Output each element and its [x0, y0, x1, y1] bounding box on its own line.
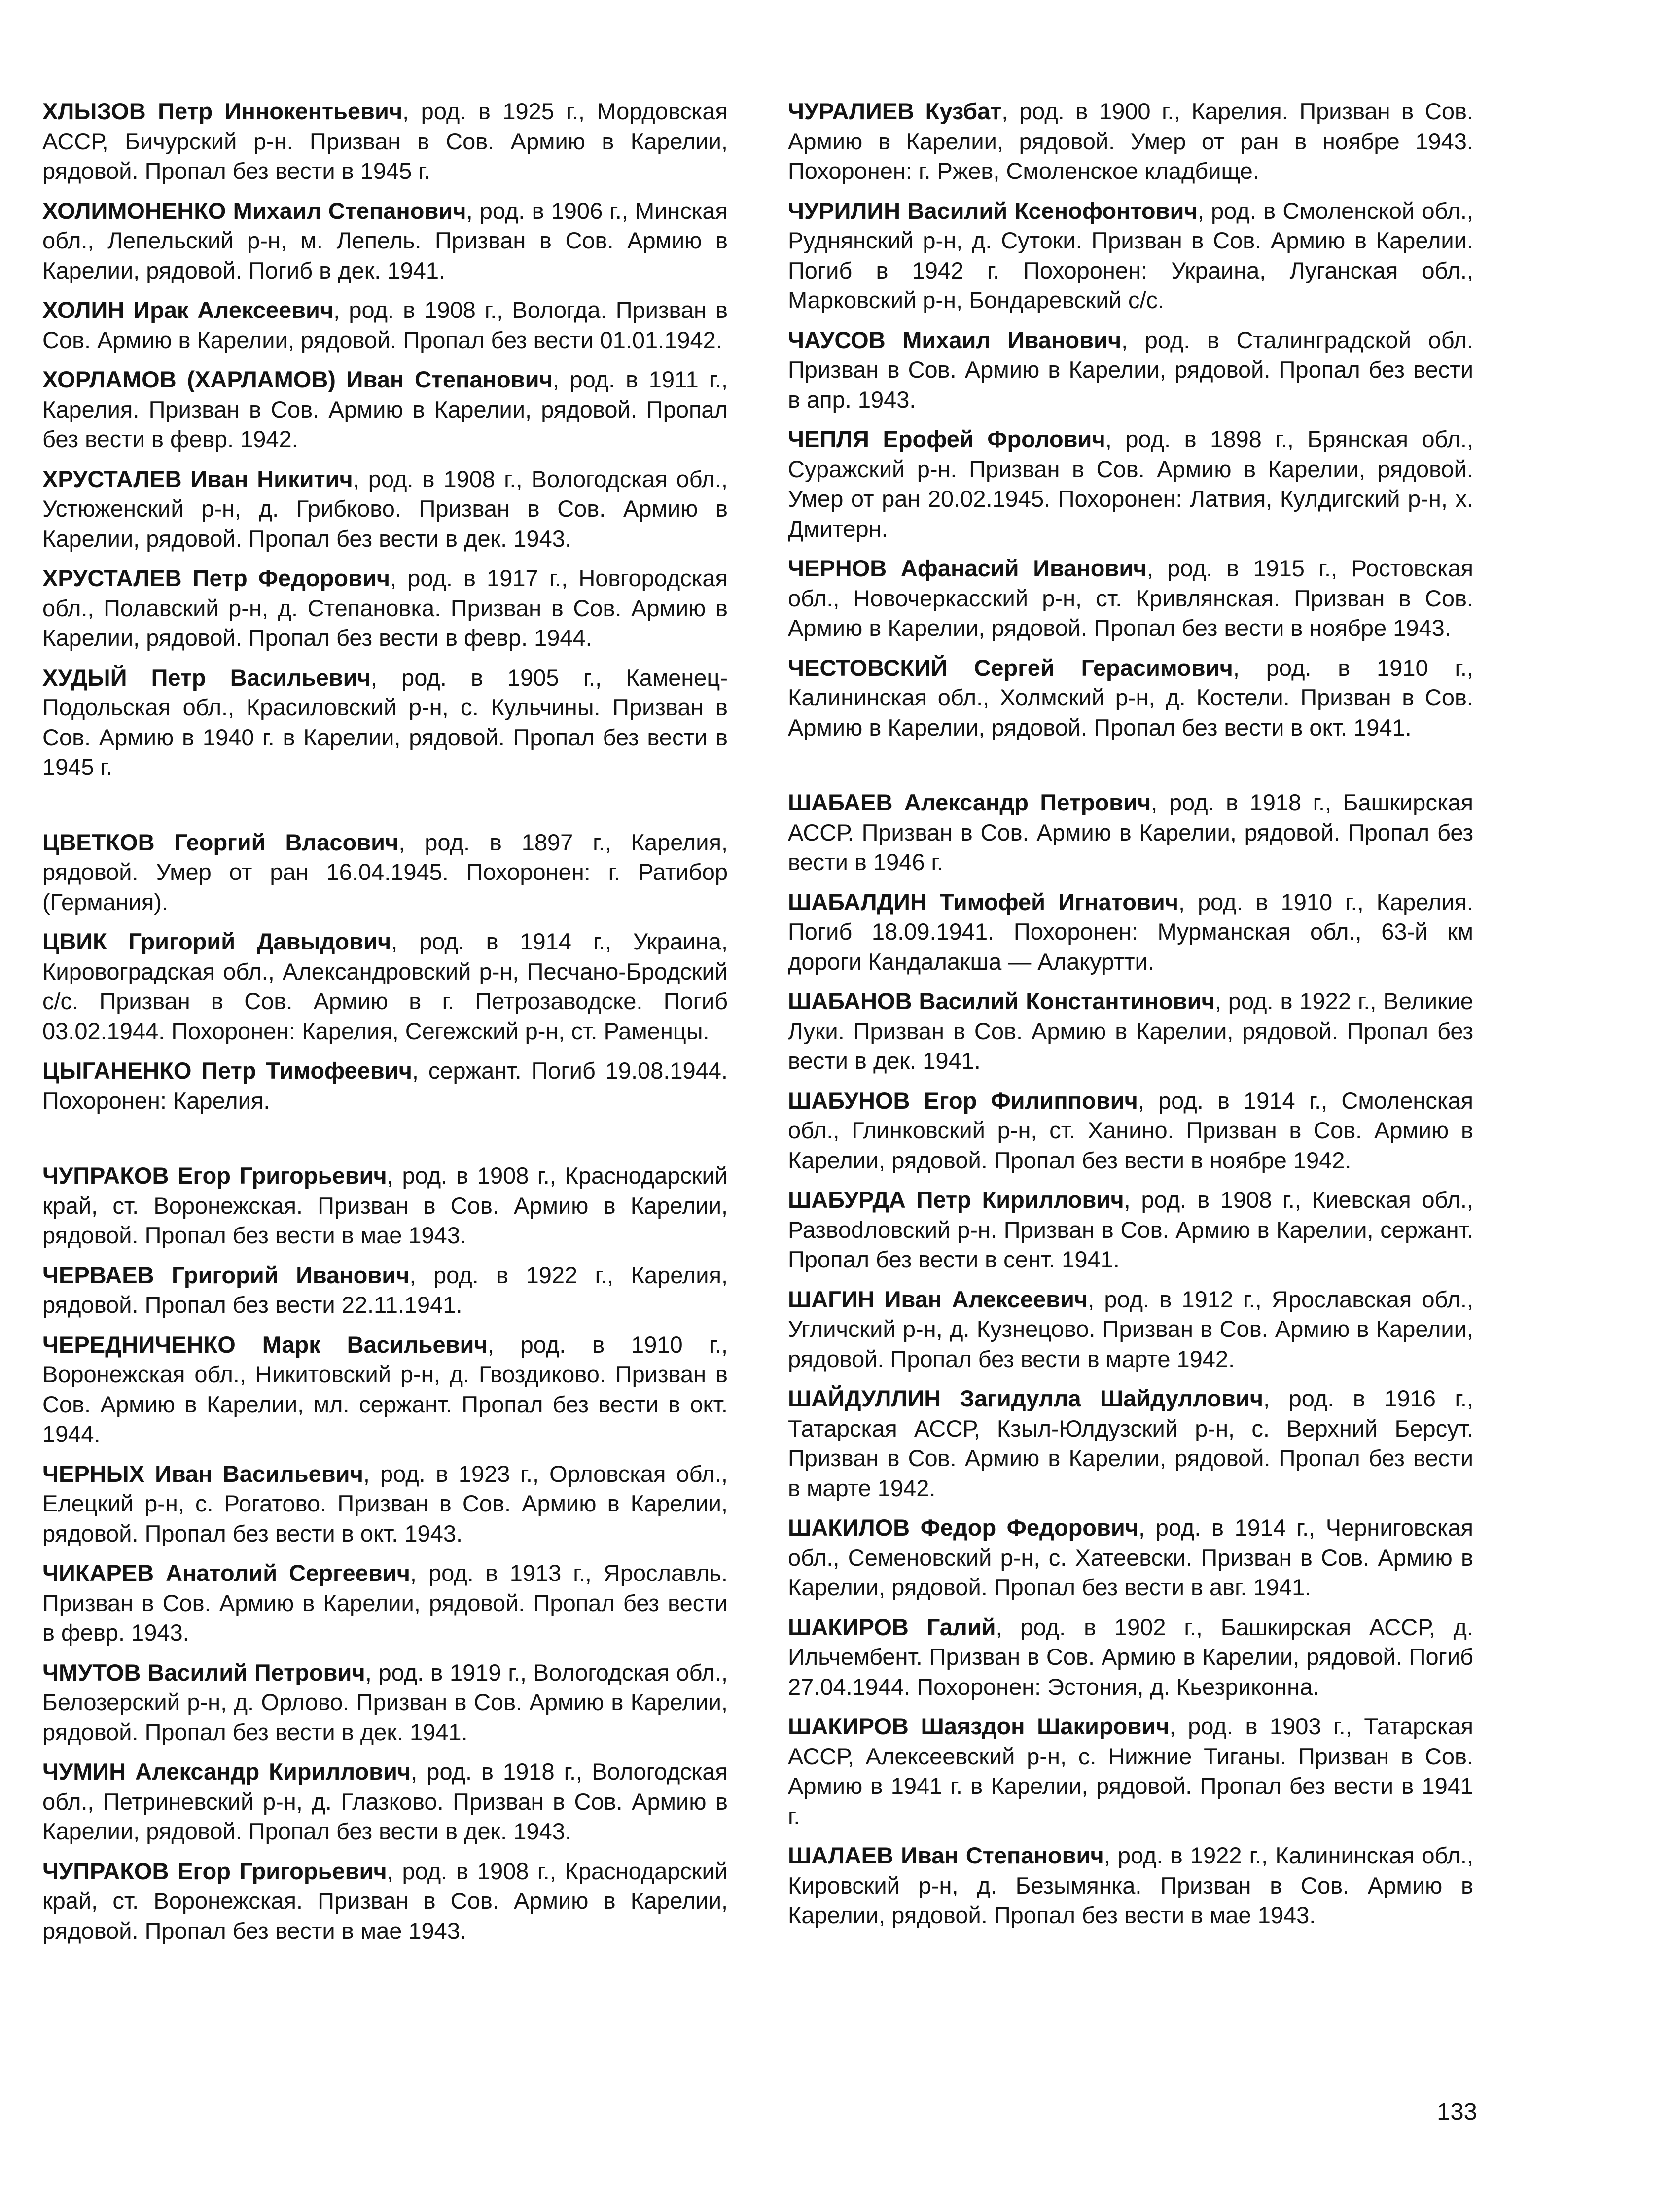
person-details: , род. в 1917 г., Новгородская обл., Полавский р-н, д. Степановка. Призван в Сов. Армию в Карелии, рядовой. Пропал без вести в февр. 1944.	[42, 565, 728, 651]
list-item	[788, 1613, 1473, 1702]
person-name: ЧУПРАКОВ Егор Григорьевич	[42, 1858, 387, 1884]
person-name: ЧЕРЕДНИЧЕНКО Марк Васильевич	[42, 1331, 488, 1358]
person-name: ШАГИН Иван Алексеевич	[788, 1286, 1088, 1312]
list-item	[788, 1185, 1473, 1275]
list-item	[788, 1086, 1473, 1176]
person-name: ШАКИРОВ Галий	[788, 1614, 996, 1640]
list-item	[788, 554, 1473, 643]
person-name: ЧЕПЛЯ Ерофей Фролович	[788, 426, 1105, 452]
person-name: ЧУПРАКОВ Егор Григорьевич	[42, 1162, 387, 1189]
person-name: ШАБУРДА Петр Кириллович	[788, 1187, 1124, 1213]
person-details: , род. в 1913 г., Ярославль. Призван в Сов. Армию в Карелии, рядовой. Пропал без вести в февр. 1943.	[42, 1560, 728, 1646]
person-details: , род. в 1911 г., Карелия. Призван в Сов. Армию в Карелии, рядовой. Пропал без вести в февр. 1942.	[42, 366, 728, 452]
list-item	[788, 1285, 1473, 1374]
person-details: , род. в 1914 г., Черниговская обл., Семеновский р-н, с. Хатеевски. Призван в Сов. Армию в Карелии, рядовой. Пропал без вести в авг. 1941.	[788, 1514, 1473, 1600]
list-item	[42, 1757, 728, 1847]
person-details: , род. в 1922 г., Калининская обл., Кировский р-н, д. Безымянка. Призван в Сов. Армию в Карелии, рядовой. Пропал без вести в мае 1943.	[788, 1842, 1474, 1928]
person-details: , род. в 1922 г., Великие Луки. Призван в Сов. Армию в Карелии, рядовой. Пропал без вести в дек. 1941.	[788, 988, 1473, 1074]
list-item	[42, 97, 728, 186]
person-name: ЧИКАРЕВ Анатолий Сергеевич	[42, 1560, 410, 1586]
person-details: , род. в 1903 г., Татарская АССР, Алексеевский р-н, с. Нижние Тиганы. Призван в Сов. Армию в 1941 г. в Карелии, рядовой. Пропал без вести в 1941 г.	[788, 1713, 1473, 1829]
list-item	[788, 424, 1473, 544]
person-details: , род. в 1918 г., Вологодская обл., Петриневский р-н, д. Глазково. Призван в Сов. Армию в Карелии, рядовой. Пропал без вести в дек. 1943.	[42, 1758, 728, 1844]
list-item	[42, 1558, 728, 1648]
person-name: ШАЙДУЛЛИН Загидулла Шайдуллович	[788, 1385, 1264, 1411]
person-name: ШАКИЛОВ Федор Федорович	[788, 1514, 1139, 1541]
list-item	[42, 1161, 728, 1251]
person-details: , род. в 1910 г., Карелия. Погиб 18.09.1941. Похоронен: Мурманская обл., 63-й км дороги Кандалакша — Алакуртти.	[788, 888, 1473, 975]
person-details: , род. в 1908 г., Вологда. Призван в Сов. Армию в Карелии, рядовой. Пропал без вести 01.01.1942.	[42, 297, 728, 353]
person-details: , род. в 1922 г., Карелия, рядовой. Пропал без вести 22.11.1941.	[42, 1262, 728, 1318]
person-name: ЦЫГАНЕНКО Петр Тимофеевич	[42, 1057, 412, 1084]
person-details: , род. в 1897 г., Карелия, рядовой. Умер от ран 16.04.1945. Похоронен: г. Ратибор (Германия).	[42, 829, 728, 915]
person-details: , род. в 1910 г., Воронежская обл., Никитовский р-н, д. Гвоздиково. Призван в Сов. Армию в Карелии, мл. сержант. Пропал без вести в окт. 1944.	[42, 1331, 728, 1447]
person-name: ЧЕРВАЕВ Григорий Иванович	[42, 1262, 410, 1288]
person-name: ХЛЫЗОВ Петр Иннокентьевич	[42, 98, 403, 124]
person-name: ХОЛИН Ирак Алексеевич	[42, 297, 334, 323]
list-item	[788, 97, 1473, 186]
person-details: , род. в 1908 г., Вологодская обл., Устюженский р-н, д. Грибково. Призван в Сов. Армию в Карелии, рядовой. Пропал без вести в дек. 1943.	[42, 465, 728, 552]
person-details: , род. в 1902 г., Башкирская АССР, д. Ильчембент. Призван в Сов. Армию в Карелии, рядовой. Погиб 27.04.1944. Похоронен: Эстония, д. Кьезриконна.	[788, 1614, 1473, 1700]
person-details: , род. в 1910 г., Калининская обл., Холмский р-н, д. Костели. Призван в Сов. Армию в Карелии, рядовой. Пропал без вести в окт. 1941.	[788, 654, 1473, 740]
person-name: ХОРЛАМОВ (ХАРЛАМОВ) Иван Степанович	[42, 366, 553, 392]
list-item	[42, 1857, 728, 1946]
person-name: ХРУСТАЛЕВ Иван Никитич	[42, 465, 353, 492]
person-name: ЦВИК Григорий Давыдович	[42, 928, 391, 954]
person-name: ХРУСТАЛЕВ Петр Федорович	[42, 565, 391, 591]
list-item	[788, 887, 1473, 977]
list-item	[42, 1658, 728, 1748]
list-item	[42, 196, 728, 286]
person-name: ЧУРАЛИЕВ Кузбат	[788, 98, 1002, 124]
list-item	[42, 1056, 728, 1116]
person-details: , род. в 1916 г., Татарская АССР, Кзыл-Юлдузский р-н, с. Верхний Берсут. Призван в Сов. Армию в Карелии, рядовой. Пропал без вести в марте 1942.	[788, 1385, 1473, 1501]
person-name: ЧАУСОВ Михаил Иванович	[788, 326, 1122, 353]
list-item	[42, 1330, 728, 1449]
page-number: 133	[1437, 2099, 1477, 2125]
list-item	[42, 1261, 728, 1320]
list-item	[788, 653, 1473, 743]
person-details: , род. в 1918 г., Башкирская АССР. Призван в Сов. Армию в Карелии, рядовой. Пропал без вести в 1946 г.	[788, 789, 1474, 875]
person-details: , род. в 1905 г., Каменец-Подольская обл., Красиловский р-н, с. Кульчины. Призван в Сов. Армию в 1940 г. в Карелии, рядовой. Пропал без вести в 1945 г.	[42, 664, 728, 780]
list-item	[42, 1459, 728, 1549]
list-item	[788, 1513, 1473, 1603]
list-item	[42, 828, 728, 917]
person-details: , род. в 1906 г., Минская обл., Лепельский р-н, м. Лепель. Призван в Сов. Армию в Карелии, рядовой. Погиб в дек. 1941.	[42, 197, 728, 283]
person-details: , сержант. Погиб 19.08.1944. Похоронен: Карелия.	[42, 1057, 728, 1114]
list-item	[788, 788, 1473, 878]
person-details: , род. в 1914 г., Смоленская обл., Глинковский р-н, ст. Ханино. Призван в Сов. Армию в Карелии, рядовой. Пропал без вести в ноябре 1942.	[788, 1087, 1473, 1173]
person-name: ЧУМИН Александр Кириллович	[42, 1758, 411, 1785]
person-details: , род. в 1923 г., Орловская обл., Елецкий р-н, с. Рогатово. Призван в Сов. Армию в Карелии, рядовой. Пропал без вести в окт. 1943.	[42, 1460, 728, 1546]
person-details: , род. в Сталинградской обл. Призван в Сов. Армию в Карелии, рядовой. Пропал без вести в апр. 1943.	[788, 326, 1473, 413]
list-item	[788, 1841, 1473, 1931]
list-item	[42, 464, 728, 554]
list-item	[788, 325, 1473, 415]
person-details: , род. в 1900 г., Карелия. Призван в Сов. Армию в Карелии, рядовой. Умер от ран в ноябре 1943. Похоронен: г. Ржев, Смоленское кладбище.	[788, 98, 1473, 184]
person-details: , род. в 1919 г., Вологодская обл., Белозерский р-н, д. Орлово. Призван в Сов. Армию в Карелии, рядовой. Пропал без вести в дек. 1941.	[42, 1659, 728, 1745]
person-name: ЧЕРНЫХ Иван Васильевич	[42, 1460, 363, 1487]
person-details: , род. в 1914 г., Украина, Кировоградская обл., Александровский р-н, Песчано-Бродский с/с. Призван в Сов. Армию в г. Петрозаводске. Погиб 03.02.1944. Похоронен: Карелия, Сегежский р-н, ст. Раменцы.	[42, 928, 728, 1044]
person-name: ХОЛИМОНЕНКО Михаил Степанович	[42, 197, 466, 224]
person-details: , род. в 1908 г., Краснодарский край, ст. Воронежская. Призван в Сов. Армию в Карелии, рядовой. Пропал без вести в мае 1943.	[42, 1162, 728, 1248]
left-column	[42, 97, 728, 1956]
person-name: ШАЛАЕВ Иван Степанович	[788, 1842, 1104, 1868]
person-name: ЧУРИЛИН Василий Ксенофонтович	[788, 197, 1198, 224]
person-name: ШАБАНОВ Василий Константинович	[788, 988, 1215, 1014]
list-item	[42, 663, 728, 782]
person-details: , род. в 1925 г., Мордовская АССР, Бичурский р-н. Призван в Сов. Армию в Карелии, рядовой. Пропал без вести в 1945 г.	[42, 98, 728, 184]
list-item	[42, 365, 728, 455]
person-details: , род. в Смоленской обл., Руднянский р-н, д. Сутоки. Призван в Сов. Армию в Карелии. Погиб в 1942 г. Похоронен: Украина, Луганская обл., Марковский р-н, Бондаревский с/с.	[788, 197, 1473, 313]
person-name: ШАБУНОВ Егор Филиппович	[788, 1087, 1138, 1114]
list-item	[788, 1384, 1473, 1503]
right-column	[788, 97, 1473, 1940]
person-name: ЧЕРНОВ Афанасий Иванович	[788, 555, 1147, 581]
person-details: , род. в 1908 г., Киевская обл., Развodловский р-н. Призван в Сов. Армию в Карелии, сержант. Пропал без вести в сент. 1941.	[788, 1187, 1473, 1272]
person-name: ХУДЫЙ Петр Васильевич	[42, 664, 371, 691]
person-details: , род. в 1915 г., Ростовская обл., Новочеркасский р-н, ст. Кривлянская. Призван в Сов. Армию в Карелии, рядовой. Пропал без вести в ноябре 1943.	[788, 555, 1473, 641]
person-name: ШАБАЛДИН Тимофей Игнатович	[788, 888, 1179, 915]
person-details: , род. в 1908 г., Краснодарский край, ст. Воронежская. Призван в Сов. Армию в Карелии, рядовой. Пропал без вести в мае 1943.	[42, 1858, 728, 1944]
list-item	[788, 1712, 1473, 1831]
list-item	[42, 563, 728, 653]
person-name: ЦВЕТКОВ Георгий Власович	[42, 829, 399, 855]
list-item	[788, 986, 1473, 1076]
person-name: ШАКИРОВ Шаяздон Шакирович	[788, 1713, 1170, 1739]
person-details: , род. в 1912 г., Ярославская обл., Угличский р-н, д. Кузнецово. Призван в Сов. Армию в Карелии, рядовой. Пропал без вести в марте 1942.	[788, 1286, 1473, 1372]
list-item	[788, 196, 1473, 316]
list-item	[42, 927, 728, 1046]
person-name: ЧЕСТОВСКИЙ Сергей Герасимович	[788, 654, 1233, 681]
list-item	[42, 295, 728, 355]
person-details: , род. в 1898 г., Брянская обл., Суражский р-н. Призван в Сов. Армию в Карелии, рядовой. Умер от ран 20.02.1945. Похоронен: Латвия, Кулдигский р-н, х. Дмитерн.	[788, 426, 1473, 542]
person-name: ШАБАЕВ Александр Петрович	[788, 789, 1151, 815]
person-name: ЧМУТОВ Василий Петрович	[42, 1659, 365, 1685]
